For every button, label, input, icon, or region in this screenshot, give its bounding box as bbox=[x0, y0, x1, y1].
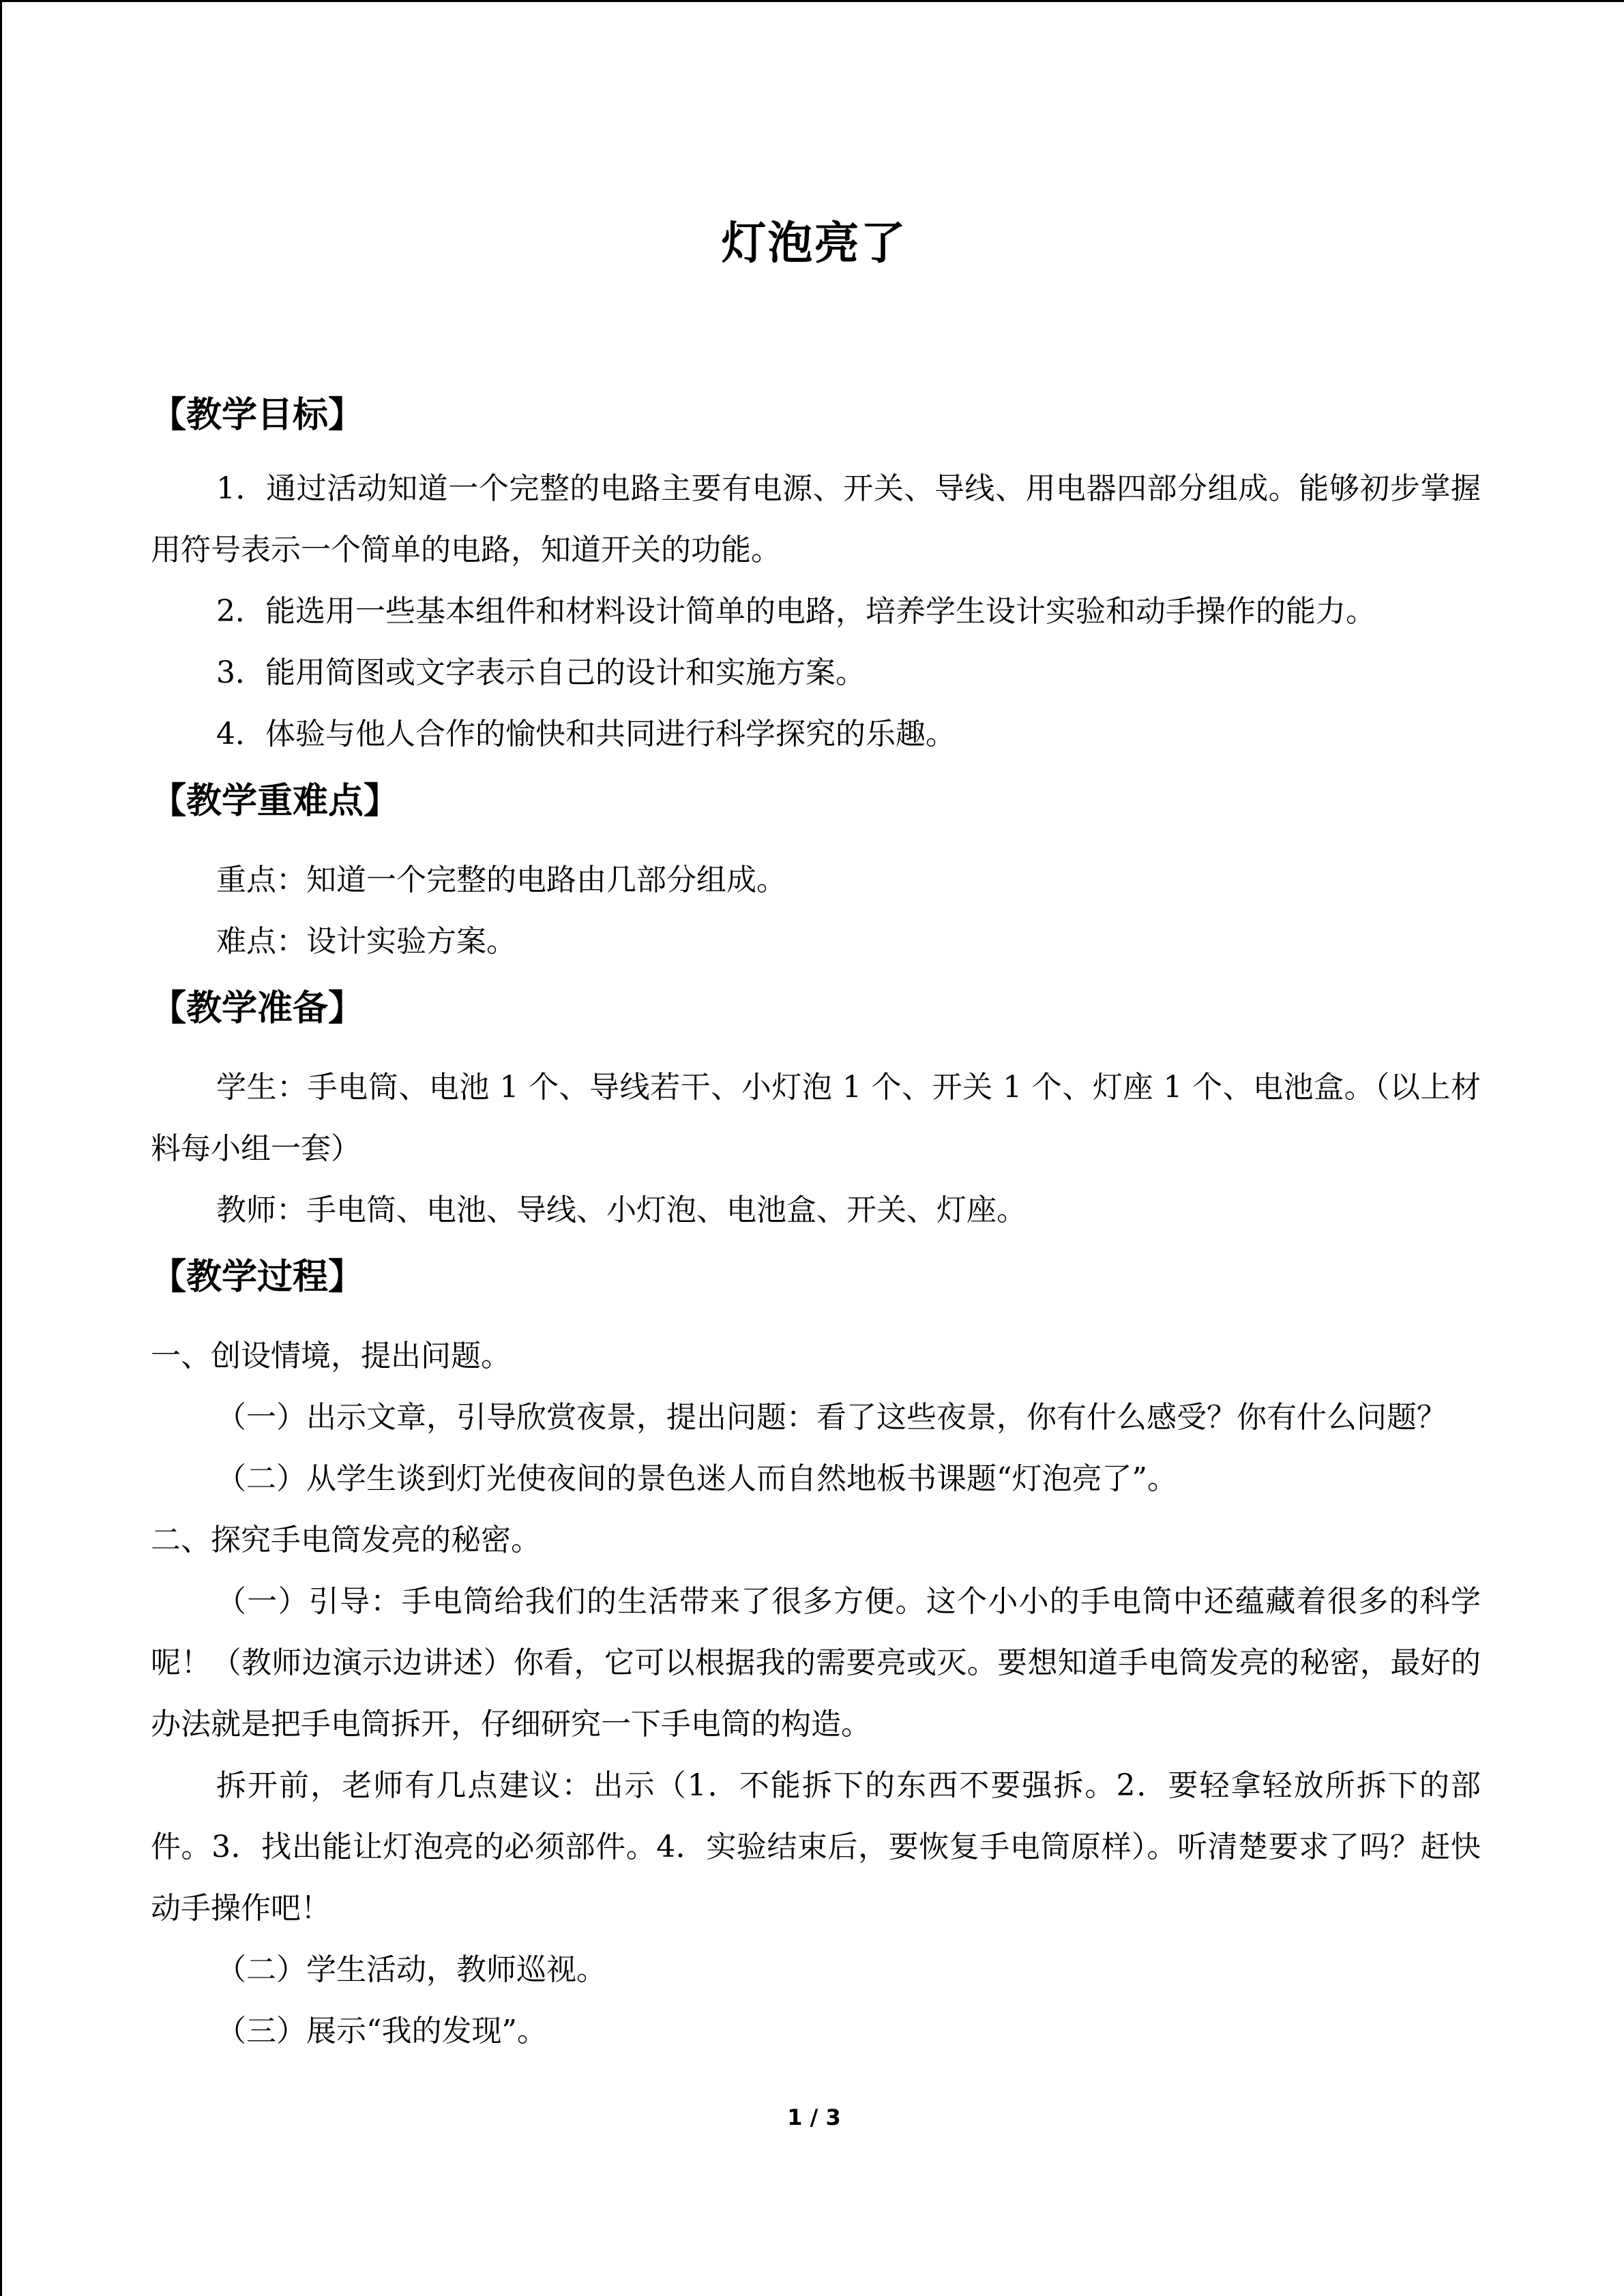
document-title: 灯泡亮了 bbox=[721, 217, 907, 269]
key-point-item: 重点：知道一个完整的电路由几部分组成。 bbox=[216, 863, 786, 897]
process-paragraph: （二）从学生谈到灯光使夜间的景色迷人而自然地板书课题“灯泡亮了”。 bbox=[216, 1461, 1177, 1496]
process-paragraph: （一）出示文章，引导欣赏夜景，提出问题：看了这些夜景，你有什么感受？你有什么问题？ bbox=[216, 1400, 1447, 1435]
preparation-item: 学生：手电筒、电池 1 个、导线若干、小灯泡 1 个、开关 1 个、灯座 1 个、电池盒。（以上材料每小组一套） bbox=[151, 1070, 1481, 1166]
key-point-item: 难点：设计实验方案。 bbox=[216, 924, 516, 959]
section-heading-process: 【教学过程】 bbox=[151, 1257, 364, 1298]
process-step-heading: 一、创设情境，提出问题。 bbox=[151, 1339, 511, 1373]
process-paragraph: （三）展示“我的发现”。 bbox=[216, 2014, 547, 2048]
process-paragraph: （一）引导：手电筒给我们的生活带来了很多方便。这个小小的手电筒中还蕴藏着很多的科学呢！（教师边演示边讲述）你看，它可以根据我的需要亮或灭。要想知道手电筒发亮的秘密，最好的办法就是把手电筒拆开，仔细研究一下手电筒的构造。 bbox=[151, 1584, 1481, 1742]
section-heading-preparation: 【教学准备】 bbox=[151, 988, 364, 1029]
objective-item: 2．能选用一些基本组件和材料设计简单的电路，培养学生设计实验和动手操作的能力。 bbox=[216, 594, 1376, 629]
objective-item: 4．体验与他人合作的愉快和共同进行科学探究的乐趣。 bbox=[216, 717, 956, 751]
section-heading-objectives: 【教学目标】 bbox=[151, 395, 364, 436]
objective-item: 1．通过活动知道一个完整的电路主要有电源、开关、导线、用电器四部分组成。能够初步掌握用符号表示一个简单的电路，知道开关的功能。 bbox=[151, 471, 1481, 567]
process-paragraph: 拆开前，老师有几点建议：出示（1．不能拆下的东西不要强拆。2．要轻拿轻放所拆下的部件。3．找出能让灯泡亮的必须部件。4．实验结束后，要恢复手电筒原样）。听清楚要求了吗？赶快动手操作吧！ bbox=[151, 1768, 1481, 1926]
document-body bbox=[151, 381, 1481, 2062]
objectives-list bbox=[151, 458, 1481, 765]
section-heading-key-points: 【教学重难点】 bbox=[151, 781, 400, 822]
process-paragraph: （二）学生活动，教师巡视。 bbox=[216, 1952, 606, 1987]
preparation-item: 教师：手电筒、电池、导线、小灯泡、电池盒、开关、灯座。 bbox=[216, 1193, 1027, 1227]
page-number: 1 / 3 bbox=[787, 2104, 841, 2130]
objective-item: 3．能用简图或文字表示自己的设计和实施方案。 bbox=[216, 655, 866, 690]
process-step-heading: 二、探究手电筒发亮的秘密。 bbox=[151, 1523, 541, 1557]
